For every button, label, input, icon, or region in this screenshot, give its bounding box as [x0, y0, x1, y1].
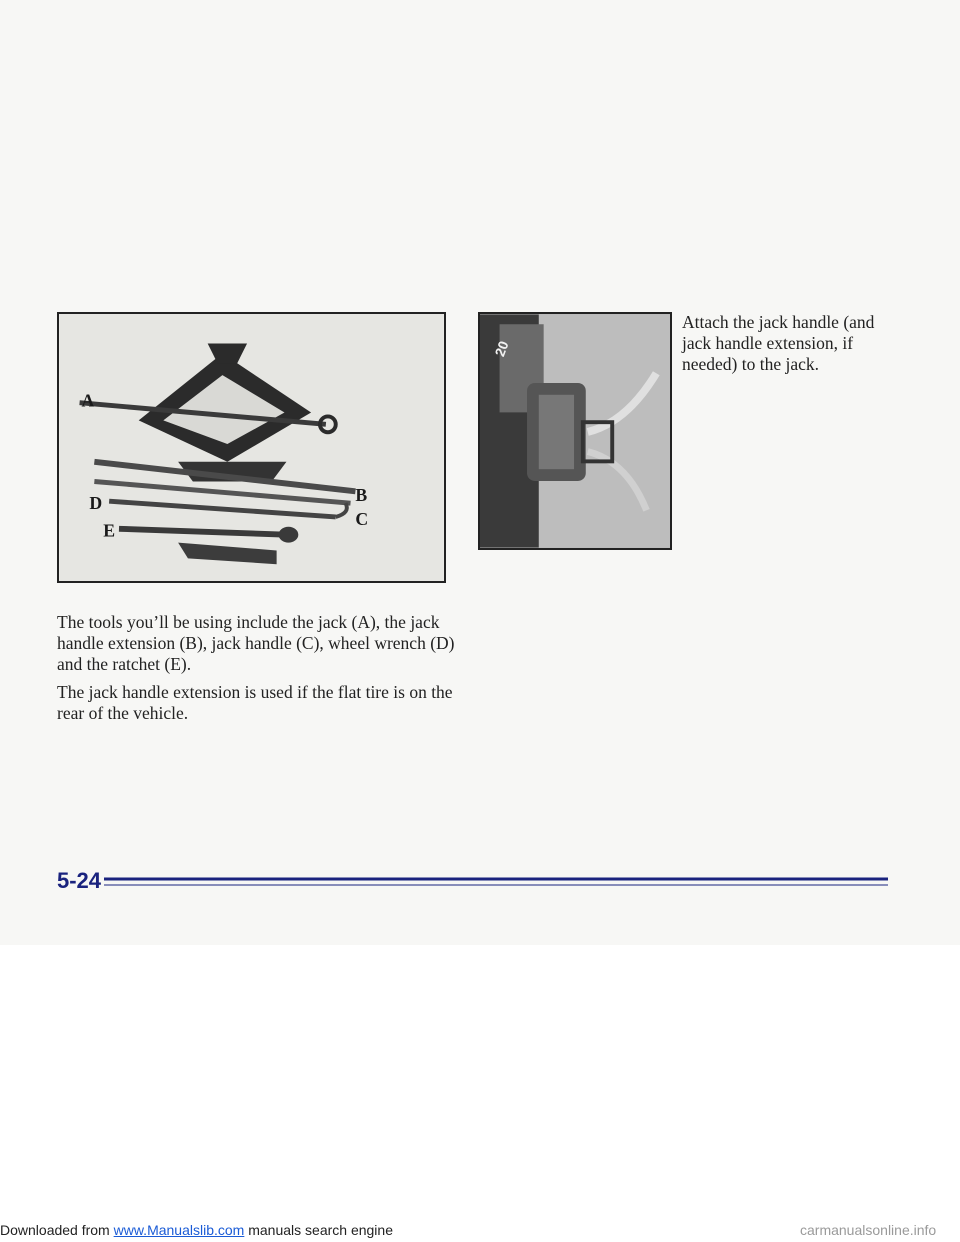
jack-handle-attach-photo [478, 312, 672, 550]
footer-suffix: manuals search engine [244, 1222, 393, 1238]
page-number: 5-24 [57, 868, 102, 893]
footer-prefix: Downloaded from [0, 1222, 114, 1238]
jack-tools-drawing [59, 314, 444, 581]
tools-paragraph: The tools you’ll be using include the jack (A), the jack handle extension (B), jack handle (C), wheel wrench (D) and the ratchet (E). [57, 612, 455, 674]
extension-paragraph: The jack handle extension is used if the flat tire is on the rear of the vehicle. [57, 682, 453, 723]
watermark: carmanualsonline.info [800, 1222, 937, 1238]
label-e: E [103, 520, 116, 541]
jack-tools-illustration [57, 312, 446, 583]
footer-rule [104, 876, 888, 888]
tools-description [57, 612, 457, 731]
jack-handle-drawing [480, 314, 670, 548]
label-c: C [355, 508, 369, 529]
label-d: D [89, 493, 103, 514]
stamp-20: 20 [492, 339, 512, 359]
download-footer [0, 1222, 393, 1238]
label-a: A [81, 390, 95, 411]
label-b: B [355, 485, 368, 506]
attach-instruction: Attach the jack handle (and jack handle extension, if needed) to the jack. [682, 312, 875, 374]
manualslib-link[interactable]: www.Manualslib.com [113, 1222, 245, 1238]
